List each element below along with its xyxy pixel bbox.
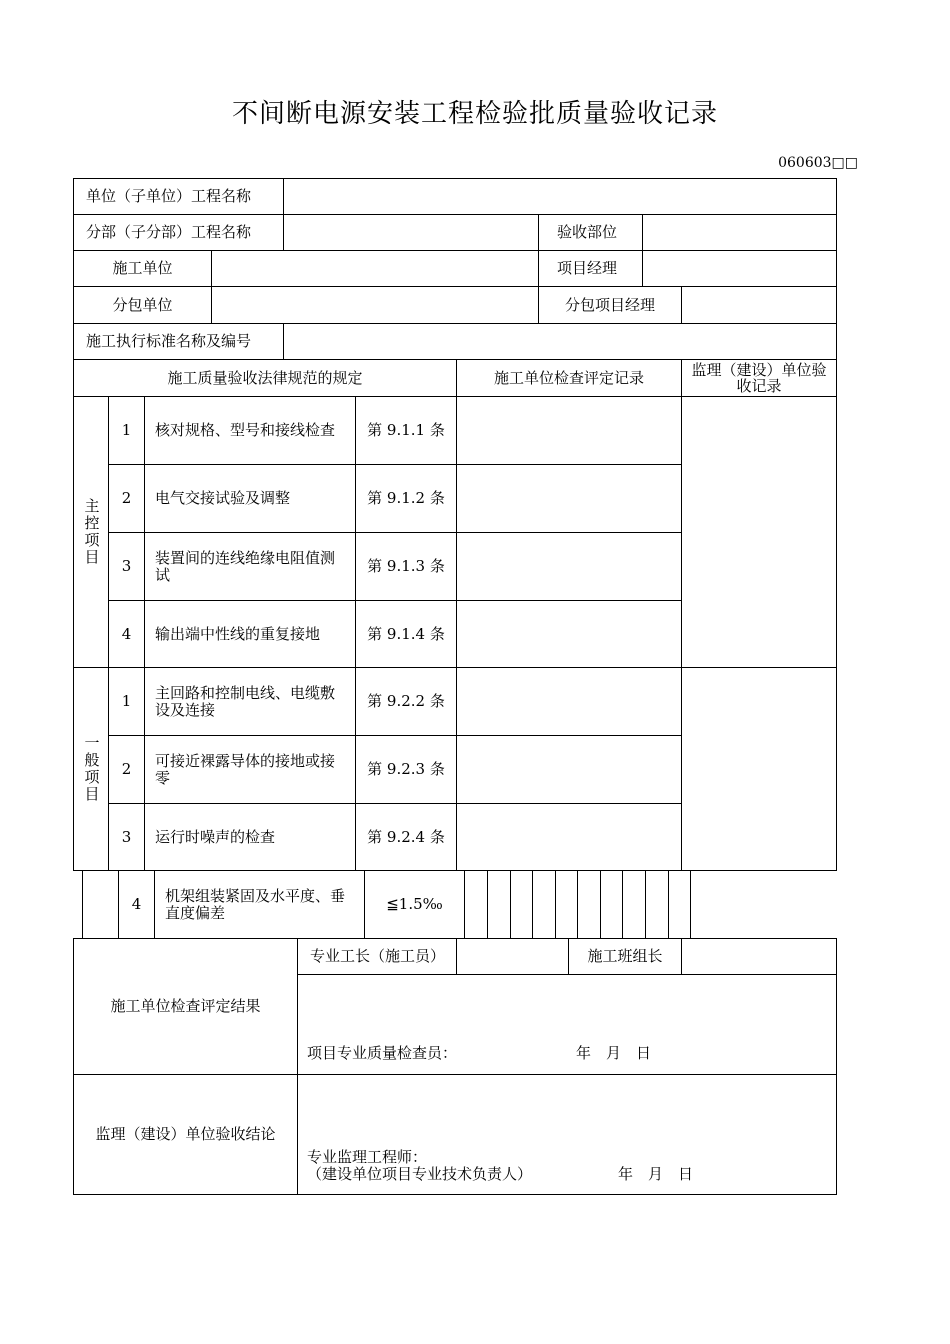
main-row-1-record[interactable] xyxy=(456,396,682,465)
measure-cell[interactable] xyxy=(645,870,669,939)
main-row-3-record[interactable] xyxy=(456,532,682,601)
measure-cell[interactable] xyxy=(622,870,646,939)
extra-row-no: 4 xyxy=(118,870,155,939)
standard-field[interactable] xyxy=(283,323,837,360)
general-row-2-clause: 第 9.2.3 条 xyxy=(355,735,457,804)
construction-unit-label: 施工单位 xyxy=(73,250,212,287)
main-supervision-record[interactable] xyxy=(681,396,837,668)
project-manager-field[interactable] xyxy=(642,250,837,287)
measure-cell[interactable] xyxy=(510,870,533,939)
main-row-4-record[interactable] xyxy=(456,600,682,668)
form-code: 060603□□ xyxy=(778,155,858,171)
general-items-group xyxy=(73,667,109,871)
division-name-field[interactable] xyxy=(283,214,539,251)
main-row-4-no: 4 xyxy=(108,600,145,668)
page-title: 不间断电源安装工程检验批质量验收记录 xyxy=(231,99,718,129)
measure-cell[interactable] xyxy=(555,870,578,939)
engineer-line: 专业监理工程师： xyxy=(307,1148,428,1166)
acceptance-part-field[interactable] xyxy=(642,214,837,251)
result-label: 施工单位检查评定结果 xyxy=(73,938,298,1075)
foreman-field[interactable] xyxy=(456,938,569,975)
measure-cell[interactable] xyxy=(487,870,511,939)
team-leader-field[interactable] xyxy=(681,938,837,975)
measure-cell[interactable] xyxy=(532,870,556,939)
construction-record-header: 施工单位检查评定记录 xyxy=(456,359,682,397)
subcontract-unit-label: 分包单位 xyxy=(73,286,212,324)
general-row-2-no: 2 xyxy=(108,735,145,804)
general-items-label: 一般项目 xyxy=(82,735,101,803)
main-row-2-clause: 第 9.1.2 条 xyxy=(355,464,457,533)
general-supervision-record[interactable] xyxy=(681,667,837,871)
project-manager-label: 项目经理 xyxy=(538,250,643,287)
main-items-group xyxy=(73,396,109,668)
general-row-3-record[interactable] xyxy=(456,803,682,871)
subcontract-manager-field[interactable] xyxy=(681,286,837,324)
measure-cell[interactable] xyxy=(600,870,623,939)
main-row-2-record[interactable] xyxy=(456,464,682,533)
inspector-date: 年 月 日 xyxy=(576,1044,652,1062)
inspector-line: 项目专业质量检查员： xyxy=(307,1044,458,1062)
conclusion-date: 年 月 日 xyxy=(618,1165,694,1183)
general-row-1-clause: 第 9.2.2 条 xyxy=(355,667,457,736)
general-row-1-record[interactable] xyxy=(456,667,682,736)
main-row-3-item: 装置间的连线绝缘电阻值测试 xyxy=(144,532,356,601)
main-row-4-clause: 第 9.1.4 条 xyxy=(355,600,457,668)
unit-name-label: 单位（子单位）工程名称 xyxy=(73,178,284,215)
main-items-label: 主控项目 xyxy=(82,498,101,566)
main-row-2-item: 电气交接试验及调整 xyxy=(144,464,356,533)
measure-cell[interactable] xyxy=(464,870,488,939)
extra-row-item: 机架组装紧固及水平度、垂直度偏差 xyxy=(154,870,365,939)
general-row-1-no: 1 xyxy=(108,667,145,736)
main-row-1-no: 1 xyxy=(108,396,145,465)
conclusion-label: 监理（建设）单位验收结论 xyxy=(73,1074,298,1195)
supervision-record-header: 监理（建设）单位验收记录 xyxy=(681,359,837,397)
main-row-4-item: 输出端中性线的重复接地 xyxy=(144,600,356,668)
spec-column-header: 施工质量验收法律规范的规定 xyxy=(73,359,457,397)
unit-name-field[interactable] xyxy=(283,178,837,215)
general-row-1-item: 主回路和控制电线、电缆敷设及连接 xyxy=(144,667,356,736)
main-row-1-item: 核对规格、型号和接线检查 xyxy=(144,396,356,465)
subcontract-manager-label: 分包项目经理 xyxy=(538,286,682,324)
general-row-2-record[interactable] xyxy=(456,735,682,804)
main-row-2-no: 2 xyxy=(108,464,145,533)
main-row-1-clause: 第 9.1.1 条 xyxy=(355,396,457,465)
general-row-2-item: 可接近裸露导体的接地或接零 xyxy=(144,735,356,804)
extra-row-limit: ≦1.5‰ xyxy=(364,870,465,939)
owner-line: （建设单位项目专业技术负责人） xyxy=(307,1165,533,1183)
subcontract-unit-field[interactable] xyxy=(211,286,539,324)
foreman-label: 专业工长（施工员） xyxy=(297,938,457,975)
extra-row-spacer xyxy=(82,870,119,939)
division-name-label: 分部（子分部）工程名称 xyxy=(73,214,284,251)
construction-unit-field[interactable] xyxy=(211,250,539,287)
main-row-3-clause: 第 9.1.3 条 xyxy=(355,532,457,601)
main-row-3-no: 3 xyxy=(108,532,145,601)
general-row-3-clause: 第 9.2.4 条 xyxy=(355,803,457,871)
measure-cell[interactable] xyxy=(577,870,601,939)
general-row-3-no: 3 xyxy=(108,803,145,871)
acceptance-part-label: 验收部位 xyxy=(538,214,643,251)
measure-cell[interactable] xyxy=(668,870,691,939)
general-row-3-item: 运行时噪声的检查 xyxy=(144,803,356,871)
standard-label: 施工执行标准名称及编号 xyxy=(73,323,284,360)
team-leader-label: 施工班组长 xyxy=(568,938,682,975)
